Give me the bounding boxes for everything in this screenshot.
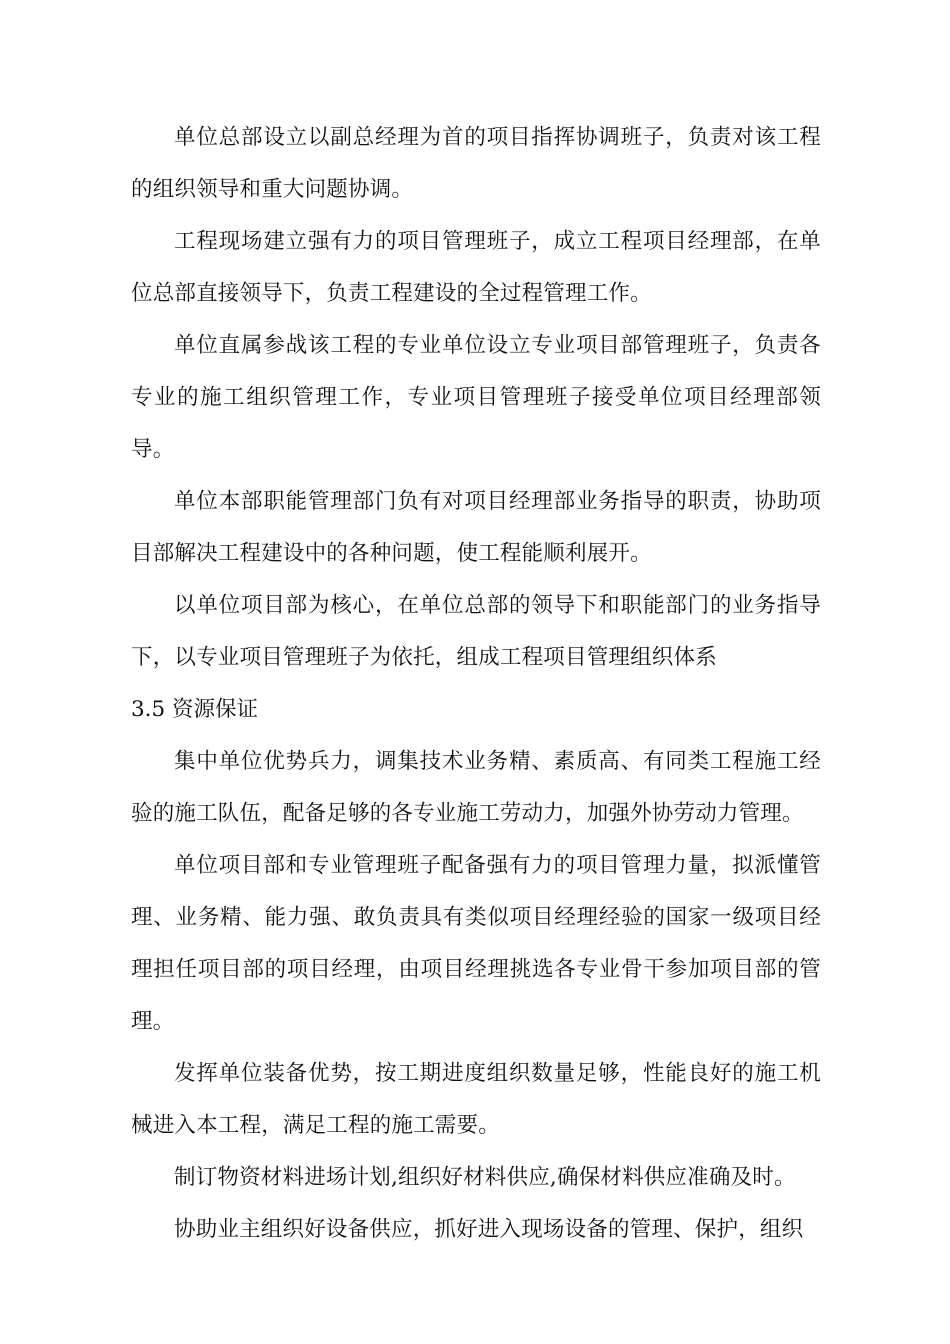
paragraph: 以单位项目部为核心，在单位总部的领导下和职能部门的业务指导下，以专业项目管理班子为依托，组成工程项目管理组织体系 <box>131 593 821 670</box>
paragraph: 工程现场建立强有力的项目管理班子，成立工程项目经理部，在单位总部直接领导下，负责工程建设的全过程管理工作。 <box>131 229 821 306</box>
paragraph: 发挥单位装备优势，按工期进度组织数量足够，性能良好的施工机械进入本工程，满足工程的施工需要。 <box>131 1061 821 1138</box>
section-heading: 3.5 资源保证 <box>131 697 259 722</box>
paragraph: 集中单位优势兵力，调集技术业务精、素质高、有同类工程施工经验的施工队伍，配备足够的各专业施工劳动力，加强外协劳动力管理。 <box>131 749 821 826</box>
paragraph: 协助业主组织好设备供应，抓好进入现场设备的管理、保护，组织 <box>174 1217 804 1242</box>
paragraph: 单位总部设立以副总经理为首的项目指挥协调班子，负责对该工程的组织领导和重大问题协调。 <box>131 125 821 202</box>
document-body <box>131 112 821 1256</box>
paragraph: 制订物资材料进场计划,组织好材料供应,确保材料供应准确及时。 <box>174 1165 796 1190</box>
paragraph: 单位直属参战该工程的专业单位设立专业项目部管理班子，负责各专业的施工组织管理工作，专业项目管理班子接受单位项目经理部领导。 <box>131 333 821 462</box>
paragraph: 单位本部职能管理部门负有对项目经理部业务指导的职责，协助项目部解决工程建设中的各种问题，使工程能顺利展开。 <box>131 489 821 566</box>
paragraph: 单位项目部和专业管理班子配备强有力的项目管理力量，拟派懂管理、业务精、能力强、敢负责具有类似项目经理经验的国家一级项目经理担任项目部的项目经理，由项目经理挑选各专业骨干参加项目部的管理。 <box>131 853 821 1034</box>
